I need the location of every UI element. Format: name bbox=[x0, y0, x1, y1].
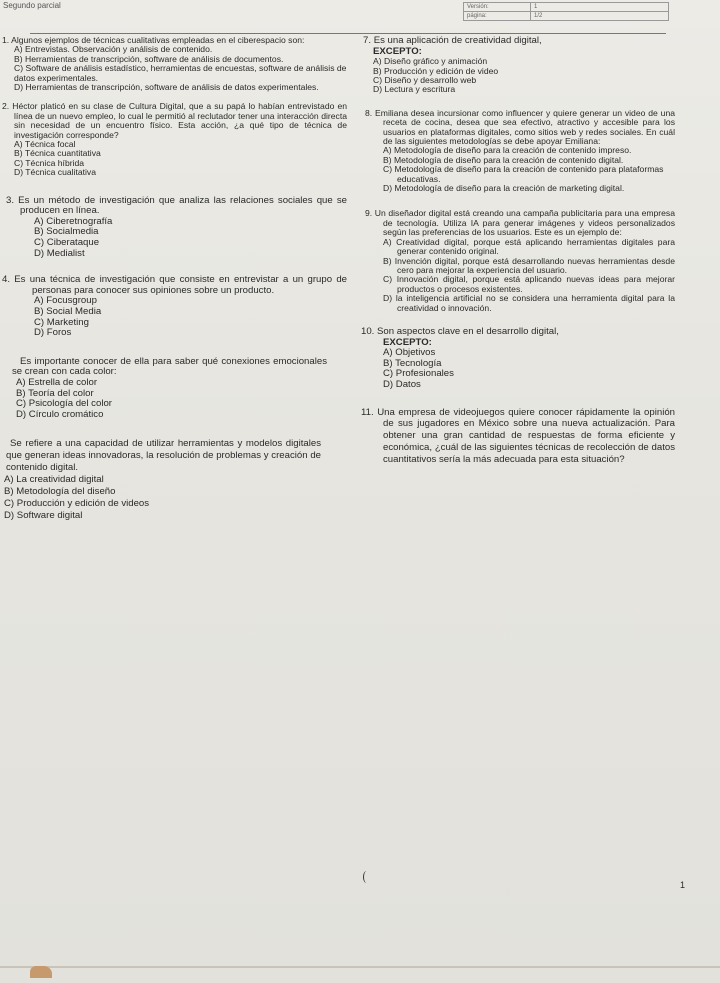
question-text: Una empresa de videojuegos quiere conocer rápidamente la opinión de sus jugadores en México sobre una nueva actualización. Para obtener una gran cantidad de respuestas de forma eficiente y económica, ¿cuál de las siguientes técnicas de recolección de datos cuantitativos sería la más adecuada para esta situación? bbox=[377, 406, 675, 465]
left-column bbox=[2, 36, 347, 522]
option-d: D) Círculo cromático bbox=[16, 408, 104, 420]
option-c: C) Profesionales bbox=[383, 368, 454, 380]
version-table bbox=[463, 2, 669, 21]
question-text: Es un método de investigación que analiza las relaciones sociales que se producen en línea. bbox=[18, 194, 347, 217]
option-d: D) Foros bbox=[34, 327, 72, 339]
option-b: B) Técnica cuantitativa bbox=[14, 148, 101, 159]
option-a: A) Creatividad digital, porque está aplicando herramientas digitales para generar contenido original. bbox=[383, 236, 675, 257]
option-c: C) Técnica híbrida bbox=[14, 157, 85, 168]
question-text: Es una aplicación de creatividad digital, bbox=[373, 35, 542, 46]
option-a: A) Diseño gráfico y animación bbox=[373, 56, 488, 67]
option-d: D) Medialist bbox=[34, 247, 85, 259]
question-3 bbox=[2, 196, 347, 260]
pen-mark bbox=[363, 871, 370, 883]
question-10 bbox=[357, 327, 675, 391]
option-c: C) Metodología de diseño para la creación de contenido para plataformas educativas. bbox=[383, 164, 664, 184]
question-6 bbox=[2, 438, 347, 522]
question-4 bbox=[2, 275, 347, 339]
question-text: Se refiere a una capacidad de utilizar herramientas y modelos digitales que generan ideas innovadoras, la resolución de problemas y creación de contenido digital. bbox=[6, 438, 321, 474]
option-a: A) Estrella de color bbox=[16, 377, 98, 388]
question-number: 8. bbox=[365, 107, 373, 118]
question-number: 11. bbox=[361, 406, 374, 418]
option-c: C) Innovación digital, porque está aplicando nuevas ideas para mejorar productos o procesos existentes. bbox=[383, 274, 675, 294]
option-d: D) Metodología de diseño para la creación de marketing digital. bbox=[383, 183, 625, 194]
option-c: C) Marketing bbox=[34, 316, 89, 328]
question-2 bbox=[2, 102, 347, 177]
question-7 bbox=[357, 36, 675, 95]
option-a: A) Entrevistas. Observación y análisis de contenido. bbox=[14, 44, 213, 55]
question-8 bbox=[357, 109, 675, 194]
option-a: A) Objetivos bbox=[383, 347, 436, 359]
question-9 bbox=[357, 209, 675, 312]
option-d: D) Datos bbox=[383, 378, 421, 390]
option-b: B) Tecnología bbox=[383, 357, 442, 369]
page-number: 1 bbox=[680, 880, 686, 890]
keyword-except: EXCEPTO: bbox=[383, 336, 432, 348]
question-text: Héctor platicó en su clase de Cultura Digital, que a su papá lo habían entrevistado en línea de un nuevo empleo, lo cual le permitió al reclutador tener una interacción directa sin necesidad de un encuentro físico. Esta acción, ¿a qué tipo de técnica de investigación corresponde? bbox=[12, 101, 348, 140]
option-b: B) Metodología del diseño bbox=[4, 486, 116, 498]
question-number: 1. bbox=[2, 35, 10, 45]
question-5 bbox=[2, 357, 347, 421]
exam-title: Segundo parcial bbox=[3, 1, 61, 10]
option-a: A) Metodología de diseño para la creación de contenido impreso. bbox=[383, 145, 632, 156]
question-text: Es una técnica de investigación que consiste en entrevistar a un grupo de personas para conocer sus opiniones sobre un producto. bbox=[14, 274, 347, 296]
option-a: A) La creatividad digital bbox=[4, 474, 104, 486]
question-text: Emiliana desea incursionar como influencer y quiere generar un video de una receta de cocina, desea que sea efectivo, atractivo y accesible para los usuarios en plataformas digitales, como sitios web y redes sociales. En cuál de las siguientes metodologías se debe apoyar Emiliana: bbox=[375, 107, 675, 147]
option-c: C) Psicología del color bbox=[16, 398, 112, 410]
option-d: D) la inteligencia artificial no se considera una herramienta digital para la creatividad o innovación. bbox=[383, 293, 675, 313]
option-b: B) Teoría del color bbox=[16, 387, 94, 399]
option-b: B) Social Media bbox=[34, 306, 102, 318]
question-11 bbox=[357, 407, 675, 466]
page-label: página: bbox=[464, 12, 531, 21]
keyword-except: EXCEPTO: bbox=[373, 45, 422, 57]
option-b: B) Metodología de diseño para la creación de contenido digital. bbox=[383, 154, 624, 165]
question-number: 9. bbox=[365, 208, 373, 219]
question-text: Es importante conocer de ella para saber qué conexiones emocionales se crean con cada color: bbox=[12, 355, 327, 378]
question-number: 4. bbox=[2, 274, 11, 286]
question-number: 2. bbox=[2, 101, 10, 112]
header-divider bbox=[30, 33, 666, 34]
option-a: A) Técnica focal bbox=[14, 139, 76, 150]
option-b: B) Invención digital, porque está desarrollando nuevas herramientas desde cero para mejorar la experiencia del usuario. bbox=[383, 255, 675, 275]
option-d: D) Lectura y escritura bbox=[373, 84, 456, 95]
page-edge bbox=[0, 966, 720, 968]
finger-edge bbox=[30, 966, 52, 978]
option-c: C) Diseño y desarrollo web bbox=[373, 75, 477, 85]
version-value: 1 bbox=[531, 3, 669, 12]
question-1 bbox=[2, 36, 347, 92]
question-text: Algunos ejemplos de técnicas cualitativas empleadas en el ciberespacio son: bbox=[11, 35, 305, 45]
question-number: 3. bbox=[6, 194, 15, 206]
option-d: D) Software digital bbox=[4, 510, 83, 522]
option-b: B) Herramientas de transcripción, software de análisis de documentos. bbox=[14, 53, 284, 64]
question-number: 7. bbox=[363, 35, 372, 46]
question-number: 10. bbox=[361, 325, 375, 337]
option-d: D) Herramientas de transcripción, software de análisis de datos experimentales. bbox=[14, 82, 319, 93]
question-text: Son aspectos clave en el desarrollo digital, bbox=[377, 325, 559, 337]
option-a: A) Focusgroup bbox=[34, 295, 97, 307]
option-c: C) Producción y edición de videos bbox=[4, 498, 150, 510]
version-label: Versión: bbox=[464, 3, 531, 12]
option-b: B) Socialmedia bbox=[34, 226, 99, 238]
option-c: C) Ciberataque bbox=[34, 237, 100, 249]
question-text: Un diseñador digital está creando una campaña publicitaria para una empresa de tecnología. Utiliza IA para generar imágenes y videos personalizados según las preferencias de los usuarios. Este es un ejemplo de: bbox=[374, 208, 676, 238]
page-value: 1/2 bbox=[531, 12, 669, 21]
option-a: A) Ciberetnografía bbox=[34, 215, 113, 227]
option-c: C) Software de análisis estadístico, herramientas de encuestas, software de análisis de datos experimentales. bbox=[14, 63, 347, 83]
right-column bbox=[357, 36, 675, 465]
option-d: D) Técnica cualitativa bbox=[14, 167, 96, 178]
option-b: B) Producción y edición de video bbox=[373, 65, 499, 76]
